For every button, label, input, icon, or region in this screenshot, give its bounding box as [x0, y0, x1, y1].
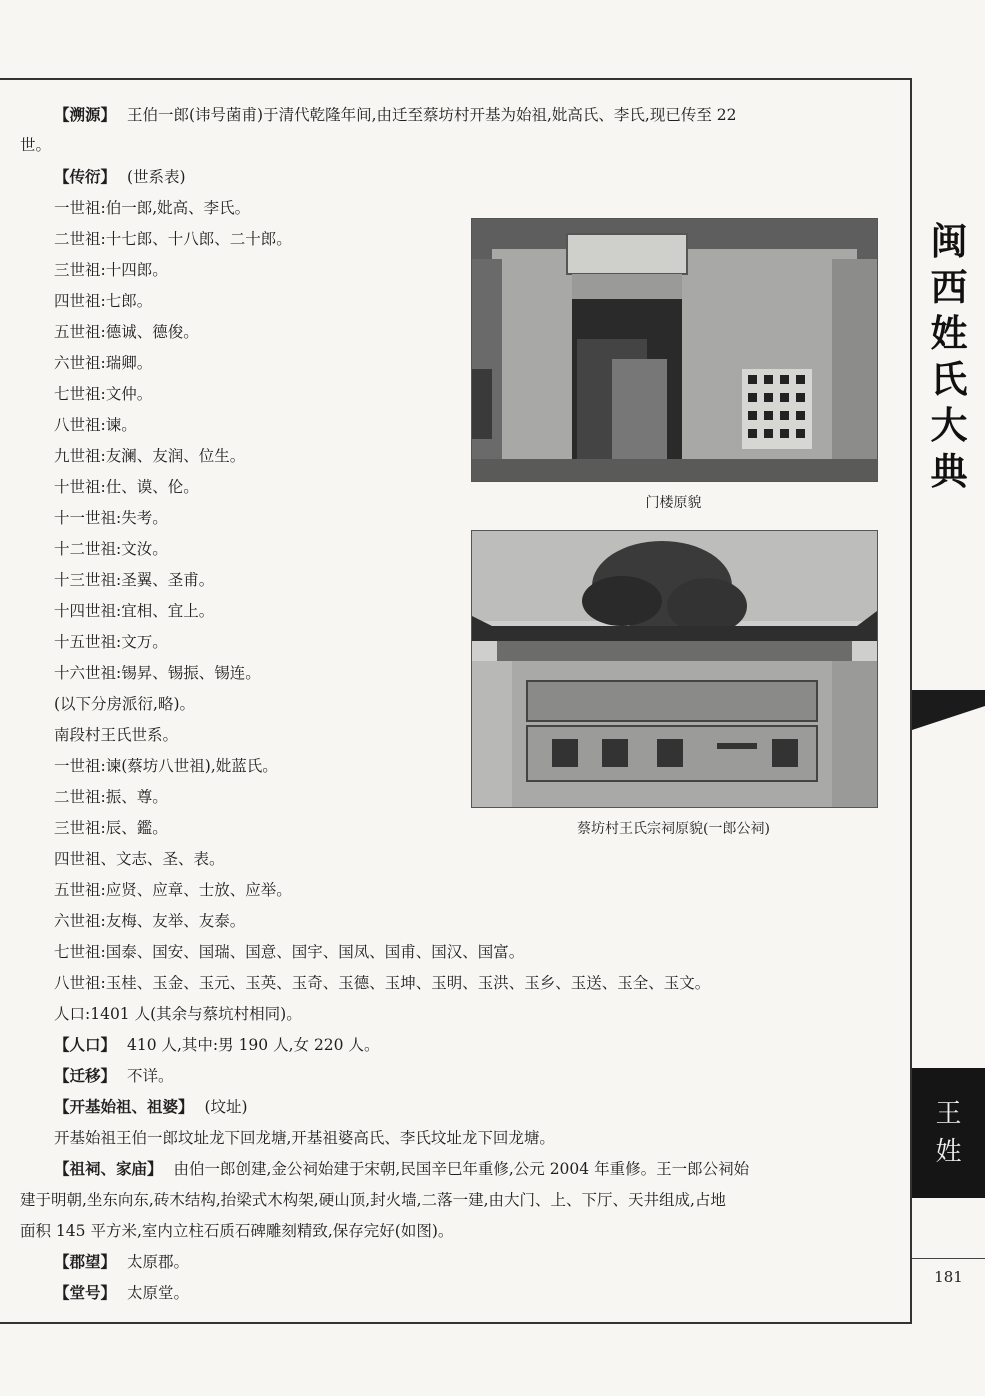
- migration-paragraph: [54, 1065, 174, 1087]
- population-label-wrap: 【人口】: [54, 1036, 117, 1054]
- origin-label-wrap: 【溯源】: [54, 106, 117, 124]
- founders-text: 开基始祖王伯一郎坟址龙下回龙塘,开基祖婆高氏、李氏坟址龙下回龙塘。: [54, 1129, 555, 1147]
- surname-tab: [912, 1068, 985, 1198]
- book-title-char: 闽: [930, 219, 968, 263]
- lineage-line: 十五世祖:文万。: [54, 633, 168, 651]
- gatehouse-photo: [471, 218, 878, 482]
- founders-heading: [54, 1096, 248, 1118]
- ancestral-hall-photo: [471, 530, 878, 808]
- migration-text: 不详。: [126, 1067, 174, 1085]
- book-title-char: 典: [930, 449, 968, 493]
- hall-label-wrap: 【堂号】: [54, 1284, 117, 1302]
- lineage-line: 十六世祖:锡昇、锡振、锡连。: [54, 664, 261, 682]
- lineage-line: 三世祖:辰、鑑。: [54, 819, 168, 837]
- temple-label-wrap: 【祖祠、家庙】: [54, 1160, 163, 1178]
- lineage-note: (世系表): [126, 168, 186, 186]
- lineage-line: 四世祖、文志、圣、表。: [54, 850, 225, 868]
- lineage-line: 九世祖:友澜、友润、位生。: [54, 447, 246, 465]
- commandery-label: 郡望: [69, 1253, 101, 1271]
- gatehouse-caption: 门楼原貌: [645, 495, 702, 511]
- lineage-line: (以下分房派衍,略)。: [54, 695, 196, 713]
- lineage-label: 传衍: [69, 168, 101, 186]
- population-label: 人口: [69, 1036, 101, 1054]
- lineage-line: 六世祖:友梅、友举、友泰。: [54, 912, 246, 930]
- book-title-char: 氏: [930, 357, 968, 401]
- population-text: 410 人,其中:男 190 人,女 220 人。: [126, 1036, 380, 1054]
- sidebar: [912, 78, 985, 1324]
- temple-text: 由伯一郎创建,金公祠始建于宋朝,民国辛巳年重修,公元 2004 年重修。王一郎公祠始: [173, 1160, 750, 1178]
- hall-paragraph: [54, 1282, 189, 1304]
- temple-text-cont: 面积 145 平方米,室内立柱石质石碑雕刻精致,保存完好(如图)。: [20, 1222, 454, 1240]
- migration-label: 迁移: [69, 1067, 101, 1085]
- temple-text-cont: 建于明朝,坐东向东,砖木结构,抬梁式木构架,硬山顶,封火墙,二落一建,由大门、上、下厅、天井组成,占地: [20, 1191, 726, 1209]
- commandery-label-wrap: 【郡望】: [54, 1253, 117, 1271]
- temple-label: 祖祠、家庙: [69, 1160, 148, 1178]
- lineage-line: 七世祖:国泰、国安、国瑞、国意、国宇、国凤、国甫、国汉、国富。: [54, 943, 525, 961]
- founders-label-wrap: 【开基始祖、祖婆】: [54, 1098, 194, 1116]
- lineage-line: 四世祖:七郎。: [54, 292, 153, 310]
- gatehouse-illustration: [472, 219, 877, 481]
- lineage-heading: [54, 166, 186, 188]
- lineage-line: 人口:1401 人(其余与蔡坑村相同)。: [54, 1005, 302, 1023]
- lineage-line: 一世祖:伯一郎,妣高、李氏。: [54, 199, 251, 217]
- founders-label: 开基始祖、祖婆: [69, 1098, 179, 1116]
- surname-char: 姓: [935, 1137, 962, 1167]
- page-frame-top: [0, 78, 912, 80]
- hall-text: 太原堂。: [126, 1284, 189, 1302]
- origin-paragraph: [54, 104, 737, 126]
- lineage-line: 十二世祖:文汝。: [54, 540, 168, 558]
- commandery-paragraph: [54, 1251, 189, 1273]
- book-title-char: 西: [930, 265, 968, 309]
- book-title-char: 大: [930, 403, 968, 447]
- commandery-text: 太原郡。: [126, 1253, 189, 1271]
- lineage-line: 五世祖:应贤、应章、士放、应举。: [54, 881, 292, 899]
- book-title-char: 姓: [930, 311, 968, 355]
- hall-label: 堂号: [69, 1284, 101, 1302]
- lineage-line: 六世祖:瑞卿。: [54, 354, 153, 372]
- origin-text-cont: 世。: [20, 136, 52, 154]
- page-number: 181: [934, 1268, 963, 1286]
- page-frame-bottom: [0, 1322, 912, 1324]
- population-paragraph: [54, 1034, 379, 1056]
- surname-char: 王: [935, 1099, 962, 1129]
- lineage-line: 三世祖:十四郎。: [54, 261, 168, 279]
- lineage-line: 十四世祖:宜相、宜上。: [54, 602, 215, 620]
- lineage-label-wrap: 【传衍】: [54, 168, 117, 186]
- origin-label: 溯源: [69, 106, 101, 124]
- lineage-line: 一世祖:谏(蔡坊八世祖),妣蓝氏。: [54, 757, 278, 775]
- lineage-line: 七世祖:文仲。: [54, 385, 153, 403]
- lineage-line: 二世祖:振、尊。: [54, 788, 168, 806]
- book-title: [926, 218, 972, 494]
- lineage-line: 二世祖:十七郎、十八郎、二十郎。: [54, 230, 292, 248]
- lineage-line: 十三世祖:圣翼、圣甫。: [54, 571, 215, 589]
- lineage-line: 十一世祖:失考。: [54, 509, 168, 527]
- lineage-line: 五世祖:德诚、德俊。: [54, 323, 199, 341]
- lineage-line: 八世祖:玉桂、玉金、玉元、玉英、玉奇、玉德、玉坤、玉明、玉洪、玉乡、玉送、玉全、玉文。: [54, 974, 711, 992]
- ancestral-hall-caption: 蔡坊村王氏宗祠原貌(一郎公祠): [577, 821, 770, 837]
- founders-note: (坟址): [204, 1098, 248, 1116]
- lineage-line: 十世祖:仕、谟、伦。: [54, 478, 199, 496]
- migration-label-wrap: 【迁移】: [54, 1067, 117, 1085]
- sidebar-divider: [912, 1258, 985, 1259]
- origin-text: 王伯一郎(讳号菌甫)于清代乾隆年间,由迁至蔡坊村开基为始祖,妣高氏、李氏,现已传至 22: [126, 106, 737, 124]
- lineage-line: 八世祖:谏。: [54, 416, 137, 434]
- temple-paragraph: [54, 1158, 749, 1180]
- lineage-line: 南段村王氏世系。: [54, 726, 179, 744]
- ancestral-hall-illustration: [472, 531, 877, 807]
